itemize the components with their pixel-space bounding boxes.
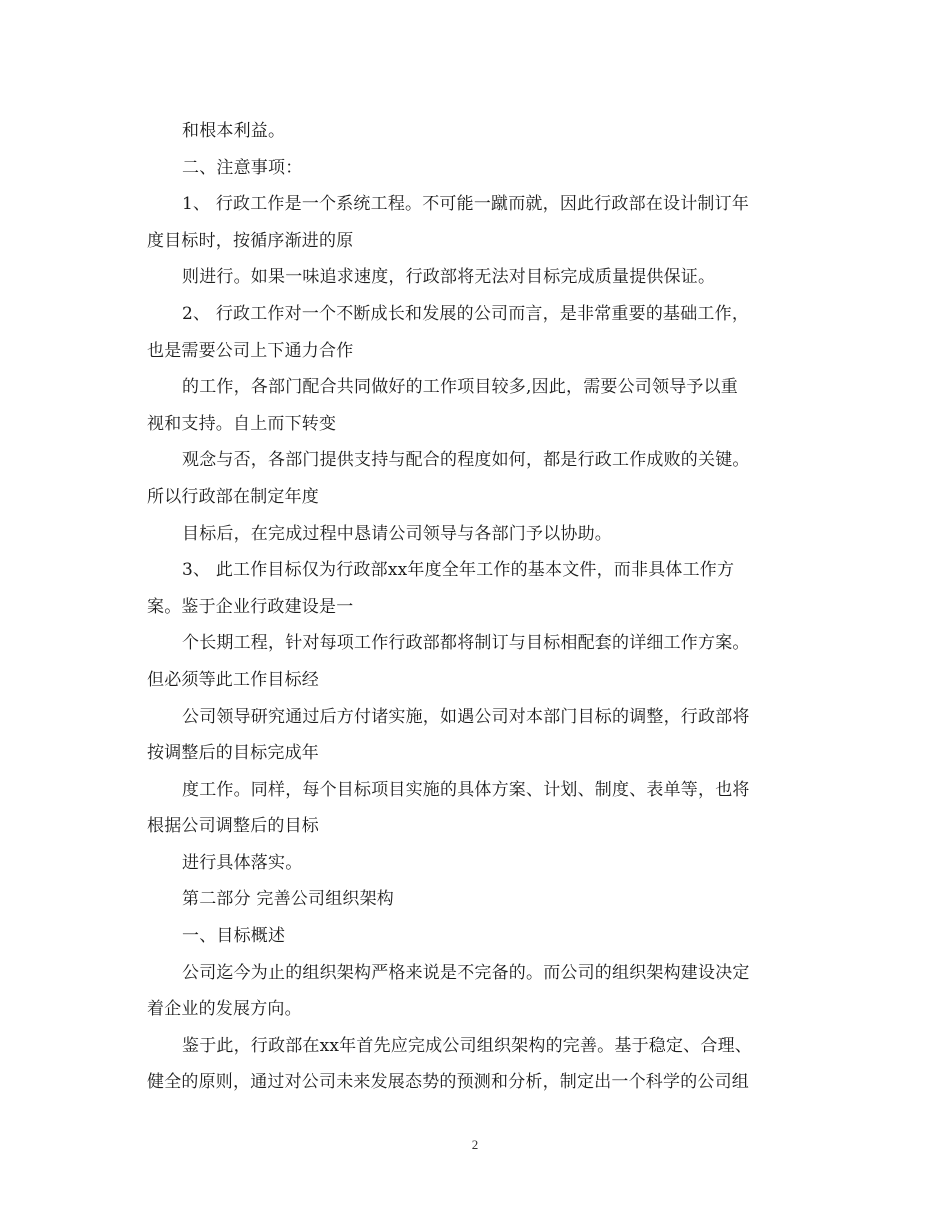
text-line: 鉴于此，行政部在xx年首先应完成公司组织架构的完善。基于稳定、合理、 (182, 1035, 752, 1056)
page-number: 2 (471, 1137, 479, 1152)
text-line: 着企业的发展方向。 (147, 999, 302, 1020)
text-line: 第二部分 完善公司组织架构 (182, 889, 395, 910)
text-line: 二、注意事项： (182, 157, 303, 178)
text-line: 进行具体落实。 (182, 852, 303, 873)
text-line: 1、 行政工作是一个系统工程。不可能一蹴而就，因此行政部在设计制订年 (182, 194, 750, 215)
body-text (147, 113, 807, 1101)
text-line: 根据公司调整后的目标 (147, 816, 319, 837)
text-line: 按调整后的目标完成年 (147, 743, 319, 764)
text-line: 和根本利益。 (182, 121, 286, 141)
text-line: 度工作。同样，每个目标项目实施的具体方案、计划、制度、表单等，也将 (182, 779, 750, 800)
text-line: 2、 行政工作对一个不断成长和发展的公司而言，是非常重要的基础工作， (182, 303, 750, 324)
text-line: 视和支持。自上而下转变 (147, 413, 337, 434)
text-line: 个长期工程，针对每项工作行政部都将制订与目标相配套的详细工作方案。 (182, 633, 750, 654)
text-line: 一、目标概述 (182, 926, 286, 947)
text-line: 则进行。如果一味追求速度，行政部将无法对目标完成质量提供保证。 (182, 267, 716, 288)
text-line: 也是需要公司上下通力合作 (147, 340, 354, 361)
text-line: 目标后，在完成过程中恳请公司领导与各部门予以协助。 (182, 523, 612, 544)
text-line: 但必须等此工作目标经 (147, 669, 319, 690)
text-line: 案。鉴于企业行政建设是一 (147, 596, 354, 617)
text-line: 的工作，各部门配合共同做好的工作项目较多,因此，需要公司领导予以重 (182, 377, 739, 398)
text-line: 度目标时，按循序渐进的原 (147, 230, 354, 251)
text-line: 健全的原则，通过对公司未来发展态势的预测和分析，制定出一个科学的公司组 (147, 1072, 749, 1093)
text-line: 观念与否，各部门提供支持与配合的程度如何，都是行政工作成败的关键。 (182, 450, 750, 471)
text-line: 3、 此工作目标仅为行政部xx年度全年工作的基本文件，而非具体工作方 (182, 560, 735, 581)
text-line: 公司迄今为止的组织架构严格来说是不完备的。而公司的组织架构建设决定 (182, 962, 750, 983)
text-line: 所以行政部在制定年度 (147, 486, 319, 507)
text-line: 公司领导研究通过后方付诸实施，如遇公司对本部门目标的调整，行政部将 (182, 706, 750, 727)
